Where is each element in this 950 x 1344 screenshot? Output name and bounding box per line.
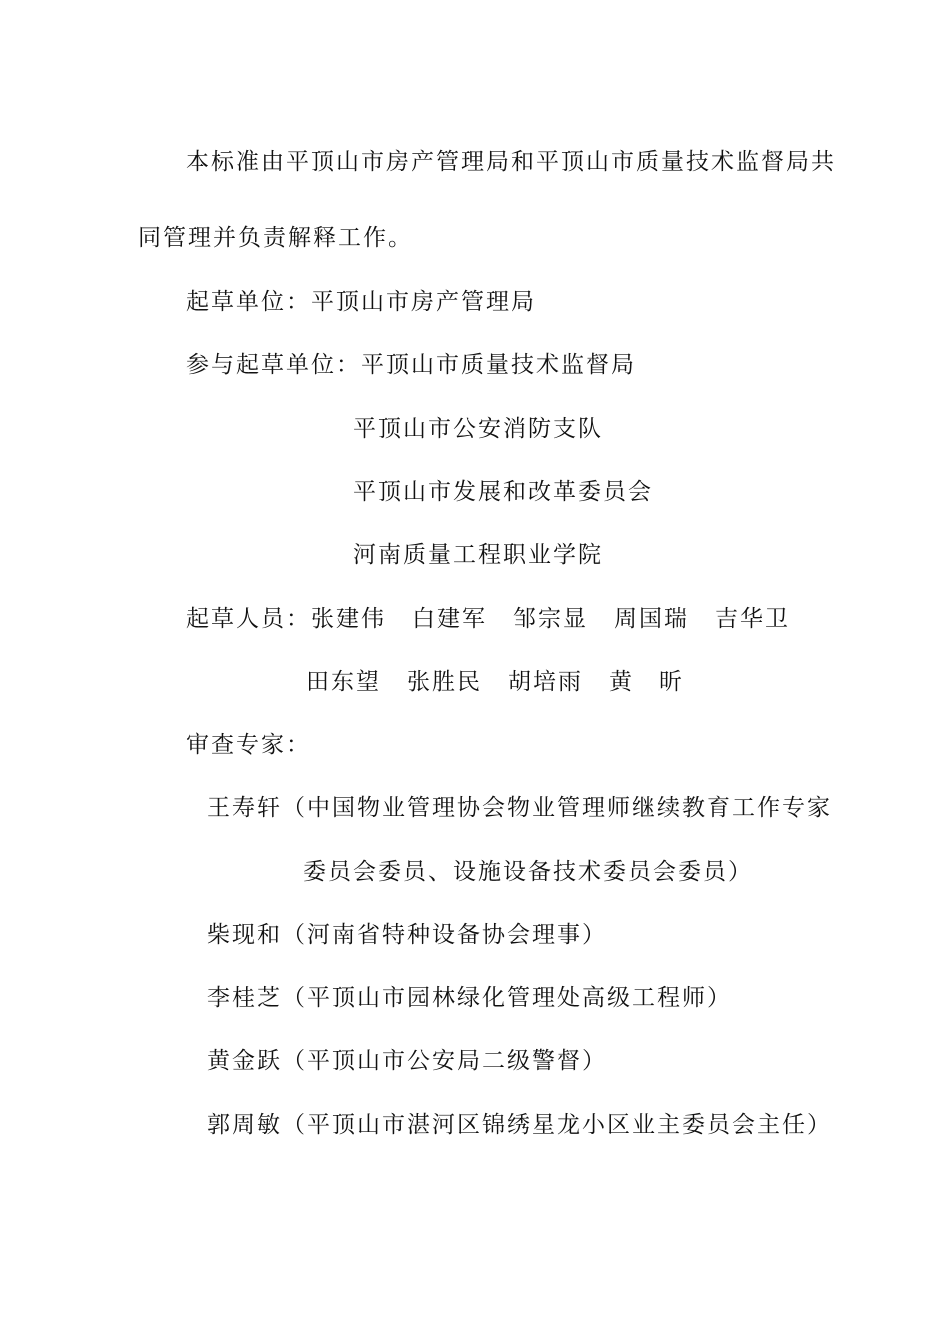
reviewer-note: （平顶山市公安局二级警督） — [282, 1048, 607, 1074]
reviewers-label: 审查专家： — [186, 732, 311, 758]
drafter-name: 周国瑞 — [614, 606, 689, 632]
drafter-name: 邹宗显 — [513, 606, 588, 632]
reviewer-note: （河南省特种设备协会理事） — [282, 922, 607, 948]
reviewer-note: （平顶山市湛河区锦绣星龙小区业主委员会主任） — [282, 1112, 832, 1138]
participating-units-label: 参与起草单位： — [186, 352, 361, 378]
intro-line-2: 同管理并负责解释工作。 — [138, 225, 413, 251]
drafting-unit-value: 平顶山市房产管理局 — [311, 289, 536, 315]
intro-line-1: 本标准由平顶山市房产管理局和平顶山市质量技术监督局共 — [186, 149, 836, 175]
reviewer-item — [207, 982, 732, 1014]
drafters-label: 起草人员： — [186, 606, 311, 632]
drafters-row-2 — [306, 666, 684, 698]
reviewer-item — [207, 792, 832, 824]
reviewer-name: 柴现和 — [207, 922, 282, 948]
participating-unit-item: 平顶山市发展和改革委员会 — [353, 479, 653, 505]
reviewer-name: 王寿轩 — [207, 795, 282, 821]
participating-units-row — [186, 349, 636, 381]
reviewer-note: （平顶山市园林绿化管理处高级工程师） — [282, 985, 732, 1011]
drafters-row-1 — [186, 603, 790, 635]
drafter-name: 胡培雨 — [508, 669, 583, 695]
drafter-name: 田东望 — [306, 669, 381, 695]
participating-unit-item: 河南质量工程职业学院 — [353, 542, 603, 568]
drafter-name: 张建伟 — [311, 606, 386, 632]
reviewer-name: 郭周敏 — [207, 1112, 282, 1138]
drafting-unit-row — [186, 286, 536, 318]
reviewer-note: （中国物业管理协会物业管理师继续教育工作专家 — [282, 795, 832, 821]
reviewer-item — [207, 919, 607, 951]
participating-unit-item: 平顶山市质量技术监督局 — [361, 352, 636, 378]
drafter-name: 吉华卫 — [715, 606, 790, 632]
drafter-name: 黄 昕 — [609, 669, 684, 695]
reviewer-note-continued: 委员会委员、设施设备技术委员会委员） — [303, 859, 753, 885]
reviewer-name: 黄金跃 — [207, 1048, 282, 1074]
drafter-name: 白建军 — [412, 606, 487, 632]
reviewer-name: 李桂芝 — [207, 985, 282, 1011]
reviewer-item — [207, 1045, 607, 1077]
reviewer-item — [207, 1109, 832, 1141]
drafter-name: 张胜民 — [407, 669, 482, 695]
participating-unit-item: 平顶山市公安消防支队 — [353, 416, 603, 442]
drafting-unit-label: 起草单位： — [186, 289, 311, 315]
